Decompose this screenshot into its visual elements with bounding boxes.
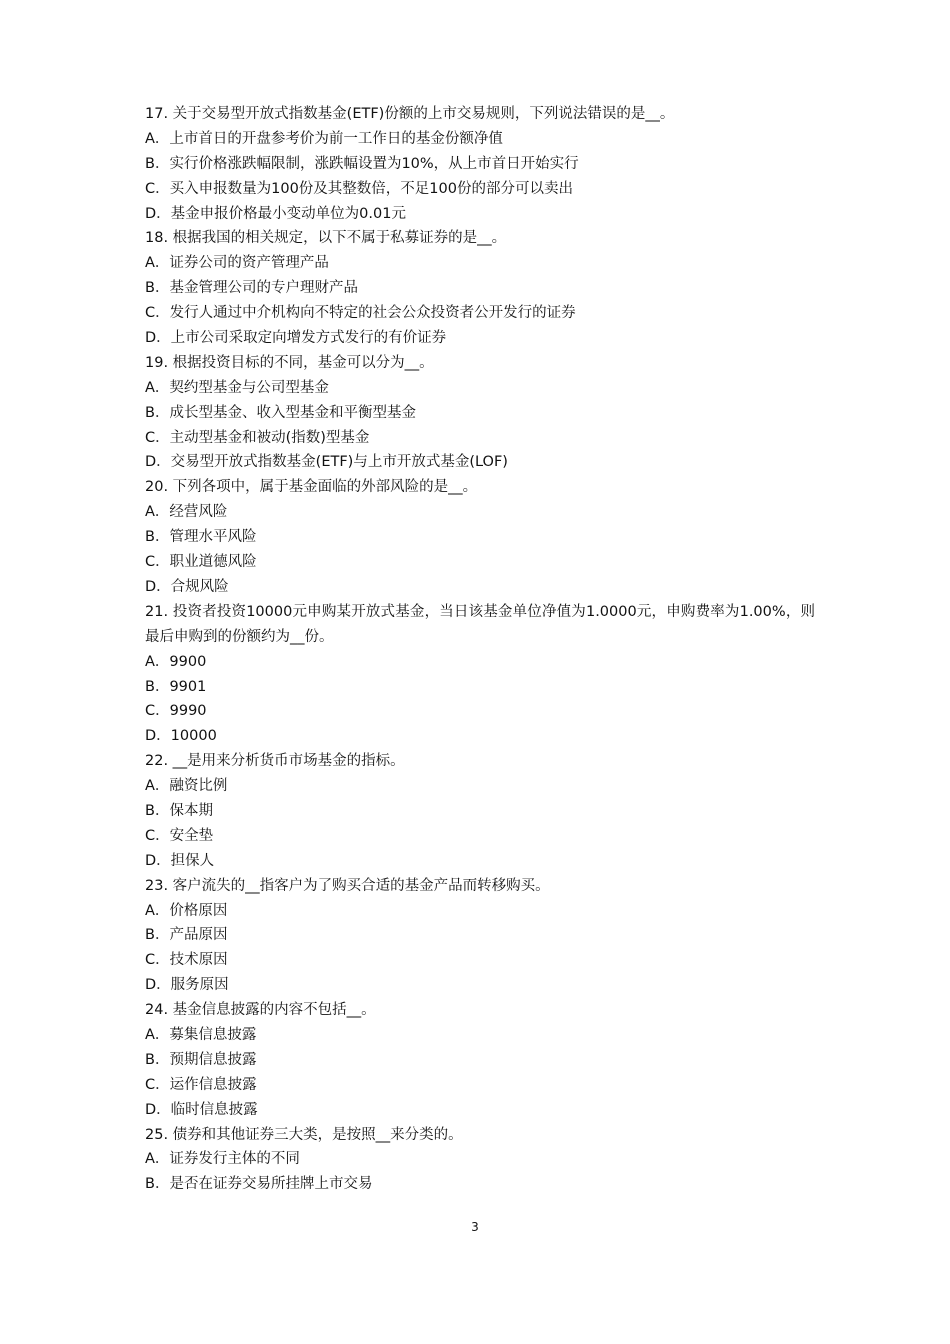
page-number: 3 <box>471 1220 479 1234</box>
answer-option: A．融资比例 <box>145 778 228 795</box>
answer-option: C．买入申报数量为100份及其整数倍，不足100份的部分可以卖出 <box>145 180 573 197</box>
question-stem: 20. 下列各项中，属于基金面临的外部风险的是__。 <box>145 479 478 496</box>
answer-option: A．价格原因 <box>145 902 228 919</box>
answer-option: B．9901 <box>145 678 207 695</box>
answer-option: B．预期信息披露 <box>145 1051 257 1068</box>
question-stem: 18. 根据我国的相关规定，以下不属于私募证券的是__。 <box>145 230 507 247</box>
answer-option: D．合规风险 <box>145 578 229 595</box>
question-stem: 21. 投资者投资10000元申购某开放式基金，当日该基金单位净值为1.0000元，申购费率为1.00%，则最后申购到的份额约为__份。 <box>145 603 815 645</box>
question-block <box>145 226 815 350</box>
question-stem: 19. 根据投资目标的不同，基金可以分为__。 <box>145 354 434 371</box>
answer-option: B．成长型基金、收入型基金和平衡型基金 <box>145 404 416 421</box>
answer-option: C．发行人通过中介机构向不特定的社会公众投资者公开发行的证券 <box>145 305 576 322</box>
answer-option: A．9900 <box>145 653 207 670</box>
question-block <box>145 600 815 749</box>
answer-option: C．职业道德风险 <box>145 554 257 571</box>
answer-option: B．是否在证券交易所挂牌上市交易 <box>145 1176 373 1193</box>
question-stem: 17. 关于交易型开放式指数基金(ETF)份额的上市交易规则，下列说法错误的是__。 <box>145 106 675 122</box>
answer-option: D．上市公司采取定向增发方式发行的有价证券 <box>145 330 447 347</box>
question-stem: 22. __是用来分析货币市场基金的指标。 <box>145 753 405 770</box>
question-block <box>145 475 815 599</box>
answer-option: D．服务原因 <box>145 977 229 994</box>
question-block <box>145 874 815 998</box>
question-block <box>145 998 815 1122</box>
answer-option: D．基金申报价格最小变动单位为0.01元 <box>145 205 406 222</box>
answer-option: A．契约型基金与公司型基金 <box>145 379 329 396</box>
question-list <box>145 102 815 1197</box>
answer-option: A．证券公司的资产管理产品 <box>145 255 329 272</box>
answer-option: D．10000 <box>145 728 217 745</box>
question-block <box>145 749 815 873</box>
answer-option: C．安全垫 <box>145 827 214 844</box>
question-block <box>145 102 815 226</box>
answer-option: B．保本期 <box>145 802 213 819</box>
answer-option: D．交易型开放式指数基金(ETF)与上市开放式基金(LOF) <box>145 454 508 471</box>
answer-option: B．实行价格涨跌幅限制，涨跌幅设置为10%，从上市首日开始实行 <box>145 155 579 172</box>
question-block <box>145 351 815 475</box>
answer-option: A．上市首日的开盘参考价为前一工作日的基金份额净值 <box>145 130 503 147</box>
answer-option: B．基金管理公司的专户理财产品 <box>145 280 358 297</box>
answer-option: C．技术原因 <box>145 952 228 969</box>
answer-option: A．经营风险 <box>145 504 228 521</box>
answer-option: A．募集信息披露 <box>145 1026 257 1043</box>
question-stem: 24. 基金信息披露的内容不包括__。 <box>145 1002 376 1019</box>
answer-option: A．证券发行主体的不同 <box>145 1151 300 1168</box>
answer-option: D．临时信息披露 <box>145 1101 258 1118</box>
answer-option: C．主动型基金和被动(指数)型基金 <box>145 429 370 446</box>
answer-option: B．管理水平风险 <box>145 529 257 546</box>
answer-option: C．运作信息披露 <box>145 1076 257 1093</box>
answer-option: D．担保人 <box>145 852 215 869</box>
question-block <box>145 1123 815 1198</box>
question-stem: 25. 债券和其他证券三大类，是按照__来分类的。 <box>145 1126 463 1143</box>
question-stem: 23. 客户流失的__指客户为了购买合适的基金产品而转移购买。 <box>145 877 550 894</box>
answer-option: B．产品原因 <box>145 927 228 944</box>
answer-option: C．9990 <box>145 703 207 720</box>
